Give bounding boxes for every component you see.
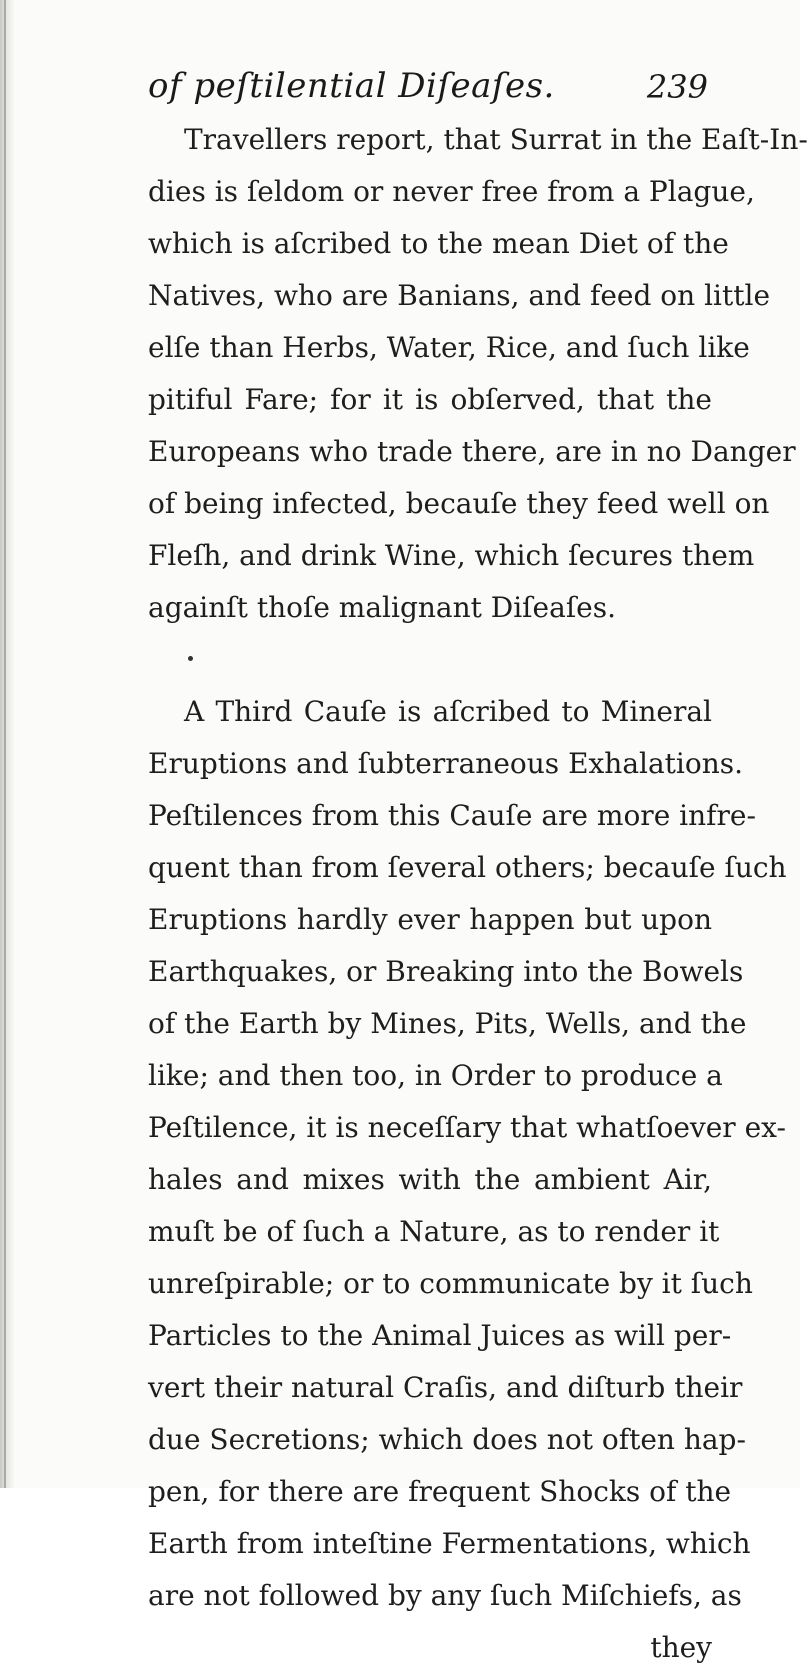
text-line: which is aſcribed to the mean Diet of the [148, 227, 729, 260]
text-line: of the Earth by Mines, Pits, Wells, and the [148, 1007, 747, 1040]
page-gutter-shadow [0, 0, 14, 1488]
running-head: of peſtilential Diſeaſes. [148, 66, 555, 106]
text-line: elſe than Herbs, Water, Rice, and ſuch like [148, 331, 750, 364]
body-text [148, 114, 808, 1674]
text-line: dies is ſeldom or never free from a Plague, [148, 175, 755, 208]
text-line: of being infected, becauſe they feed well on [148, 487, 770, 520]
ink-speck [188, 656, 193, 661]
text-line: quent than from ſeveral others; becauſe ſuch [148, 851, 787, 884]
page-edge-line [4, 0, 6, 1488]
text-line: Peſtilences from this Cauſe are more infre- [148, 799, 756, 832]
text-line: like; and then too, in Order to produce a [148, 1059, 723, 1092]
text-line: Eruptions hardly ever happen but upon [148, 903, 712, 936]
text-line: pitiful Fare; for it is obſerved, that the [148, 383, 712, 416]
text-line: Natives, who are Banians, and feed on little [148, 279, 771, 312]
text-line: due Secretions; which does not often hap- [148, 1423, 746, 1456]
text-line: Eruptions and ſubterraneous Exhalations. [148, 747, 744, 780]
text-line: Earthquakes, or Breaking into the Bowels [148, 955, 744, 988]
text-line: Peſtilence, it is neceſſary that whatſoever ex- [148, 1111, 786, 1144]
text-line: Particles to the Animal Juices as will per- [148, 1319, 732, 1352]
paragraph-2 [148, 686, 787, 1622]
text-line: Europeans who trade there, are in no Danger [148, 435, 796, 468]
paragraph-break [148, 634, 712, 686]
text-line: vert their natural Craſis, and diſturb their [148, 1371, 743, 1404]
text-line: Earth from inteſtine Fermentations, which [148, 1527, 751, 1560]
paragraph-1 [148, 114, 808, 634]
text-line: unreſpirable; or to communicate by it ſuch [148, 1267, 753, 1300]
page-header [148, 66, 708, 116]
text-line: pen, for there are frequent Shocks of the [148, 1475, 732, 1508]
text-line: Fleſh, and drink Wine, which ſecures them [148, 539, 755, 572]
text-line: A Third Cauſe is aſcribed to Mineral [184, 695, 712, 728]
text-line: are not followed by any ſuch Miſchiefs, as [148, 1579, 742, 1612]
catchword: they [650, 1631, 712, 1664]
text-line: againſt thoſe malignant Diſeaſes. [148, 591, 617, 624]
page-number: 239 [646, 68, 708, 106]
text-line: hales and mixes with the ambient Air, [148, 1163, 712, 1196]
text-line: muſt be of ſuch a Nature, as to render it [148, 1215, 720, 1248]
text-line: Travellers report, that Surrat in the Eaſt-In- [184, 123, 808, 156]
